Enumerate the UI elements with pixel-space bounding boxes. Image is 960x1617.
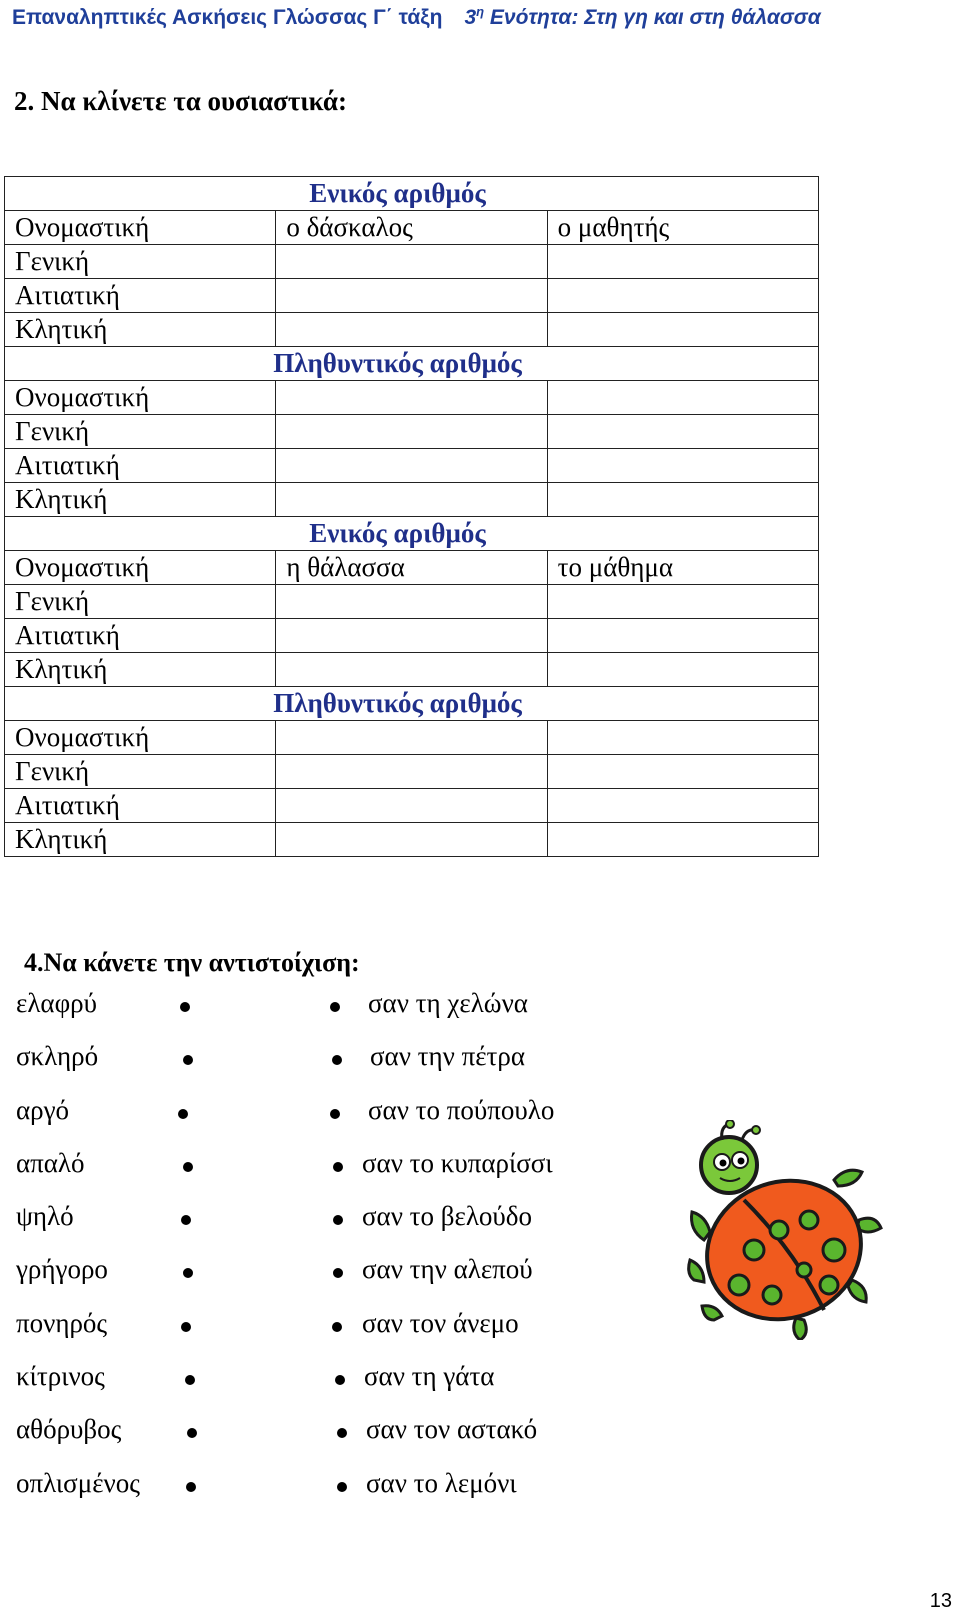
table-row	[5, 823, 819, 857]
match-right-item: σαν τον άνεμο	[362, 1308, 519, 1338]
table-row	[5, 313, 819, 347]
answer-cell: ο μαθητής	[547, 211, 818, 245]
table-row	[5, 381, 819, 415]
number-header	[5, 687, 819, 721]
left-bullet[interactable]	[183, 1268, 193, 1278]
answer-cell[interactable]	[547, 653, 818, 687]
answer-cell[interactable]	[276, 619, 547, 653]
answer-cell: το μάθημα	[547, 551, 818, 585]
match-left-item: γρήγορο	[16, 1254, 108, 1284]
match-right-item: σαν τη χελώνα	[368, 988, 528, 1018]
header-unit: $3^\eta$ Ενότητα: Στη γη και στη θάλασσα	[464, 4, 821, 29]
answer-cell[interactable]	[547, 381, 818, 415]
number-label: Πληθυντικός αριθμός	[273, 688, 522, 718]
match-left-item: ψηλό	[16, 1201, 74, 1231]
answer-cell[interactable]	[547, 483, 818, 517]
case-label: Κλητική	[5, 483, 276, 517]
right-bullet[interactable]	[333, 1215, 343, 1225]
answer-cell[interactable]	[547, 823, 818, 857]
answer-cell[interactable]	[276, 483, 547, 517]
answer-cell[interactable]	[276, 721, 547, 755]
match-row	[0, 1468, 960, 1508]
table-header-row	[5, 517, 819, 551]
table-row	[5, 789, 819, 823]
case-label: Αιτιατική	[5, 449, 276, 483]
match-row	[0, 1041, 960, 1081]
table-header-row	[5, 687, 819, 721]
table-row	[5, 279, 819, 313]
case-label: Γενική	[5, 415, 276, 449]
left-bullet[interactable]	[181, 1215, 191, 1225]
answer-cell[interactable]	[547, 789, 818, 823]
number-label: Ενικός αριθμός	[309, 518, 486, 548]
match-right-item: σαν τη γάτα	[364, 1361, 495, 1391]
table-row	[5, 449, 819, 483]
table-header-row	[5, 347, 819, 381]
table-row	[5, 721, 819, 755]
match-right-item: σαν το βελούδο	[362, 1201, 533, 1231]
answer-cell[interactable]	[276, 415, 547, 449]
answer-cell[interactable]	[276, 789, 547, 823]
answer-cell[interactable]	[276, 585, 547, 619]
match-row	[0, 1361, 960, 1401]
declension-table	[4, 176, 819, 857]
match-left-item: πονηρός	[16, 1308, 108, 1338]
match-left-item: ελαφρύ	[16, 988, 97, 1018]
case-label: Αιτιατική	[5, 279, 276, 313]
answer-cell: ο δάσκαλος	[276, 211, 547, 245]
match-right-item: σαν τον αστακό	[366, 1414, 538, 1444]
table-row	[5, 211, 819, 245]
match-left-item: σκληρό	[16, 1041, 99, 1071]
answer-cell[interactable]	[547, 585, 818, 619]
case-label: Γενική	[5, 755, 276, 789]
right-bullet[interactable]	[337, 1428, 347, 1438]
case-label: Γενική	[5, 585, 276, 619]
table-header-row	[5, 177, 819, 211]
answer-cell: η θάλασσα	[276, 551, 547, 585]
answer-cell[interactable]	[276, 653, 547, 687]
right-bullet[interactable]	[332, 1055, 342, 1065]
table-row	[5, 551, 819, 585]
right-bullet[interactable]	[333, 1162, 343, 1172]
answer-cell[interactable]	[276, 381, 547, 415]
answer-cell[interactable]	[547, 245, 818, 279]
table-row	[5, 585, 819, 619]
answer-cell[interactable]	[276, 313, 547, 347]
right-bullet[interactable]	[330, 1109, 340, 1119]
case-label: Αιτιατική	[5, 789, 276, 823]
answer-cell[interactable]	[276, 245, 547, 279]
case-label: Κλητική	[5, 313, 276, 347]
match-left-item: κίτρινος	[16, 1361, 105, 1391]
table-row	[5, 483, 819, 517]
match-left-item: οπλισμένος	[16, 1468, 140, 1498]
table-row	[5, 245, 819, 279]
table-row	[5, 755, 819, 789]
left-bullet[interactable]	[185, 1375, 195, 1385]
left-bullet[interactable]	[187, 1428, 197, 1438]
page-number: 13	[929, 1590, 952, 1612]
match-left-item: αθόρυβος	[16, 1414, 122, 1444]
right-bullet[interactable]	[337, 1482, 347, 1492]
case-label: Κλητική	[5, 653, 276, 687]
left-bullet[interactable]	[178, 1109, 188, 1119]
right-bullet[interactable]	[335, 1375, 345, 1385]
answer-cell[interactable]	[547, 415, 818, 449]
match-right-item: σαν το κυπαρίσσι	[362, 1148, 553, 1178]
exercise-4-title: 4.Να κάνετε την αντιστοίχιση:	[24, 948, 360, 977]
match-right-item: σαν το πούπουλο	[368, 1095, 555, 1125]
answer-cell[interactable]	[276, 279, 547, 313]
answer-cell[interactable]	[547, 449, 818, 483]
number-header	[5, 177, 819, 211]
match-row	[0, 988, 960, 1028]
case-label: Κλητική	[5, 823, 276, 857]
answer-cell[interactable]	[276, 823, 547, 857]
right-bullet[interactable]	[332, 1322, 342, 1332]
page-header	[12, 4, 821, 30]
number-label: Πληθυντικός αριθμός	[273, 348, 522, 378]
match-right-item: σαν την αλεπού	[362, 1254, 533, 1284]
case-label: Ονομαστική	[5, 211, 276, 245]
table-row	[5, 415, 819, 449]
left-bullet[interactable]	[183, 1055, 193, 1065]
answer-cell[interactable]	[547, 279, 818, 313]
match-row	[0, 1414, 960, 1454]
answer-cell[interactable]	[547, 755, 818, 789]
answer-cell[interactable]	[547, 313, 818, 347]
right-bullet[interactable]	[330, 1002, 340, 1012]
case-label: Ονομαστική	[5, 721, 276, 755]
answer-cell[interactable]	[547, 721, 818, 755]
case-label: Ονομαστική	[5, 551, 276, 585]
case-label: Ονομαστική	[5, 381, 276, 415]
match-right-item: σαν το λεμόνι	[366, 1468, 517, 1498]
case-label: Γενική	[5, 245, 276, 279]
ladybug-illustration	[684, 1120, 884, 1340]
table-row	[5, 619, 819, 653]
left-bullet[interactable]	[181, 1322, 191, 1332]
answer-cell[interactable]	[276, 449, 547, 483]
left-bullet[interactable]	[186, 1482, 196, 1492]
header-title: Επαναληπτικές Ασκήσεις Γλώσσας Γ΄ τάξη	[12, 6, 443, 29]
left-bullet[interactable]	[180, 1002, 190, 1012]
answer-cell[interactable]	[276, 755, 547, 789]
match-left-item: απαλό	[16, 1148, 85, 1178]
table-row	[5, 653, 819, 687]
answer-cell[interactable]	[547, 619, 818, 653]
match-left-item: αργό	[16, 1095, 70, 1125]
match-right-item: σαν την πέτρα	[370, 1041, 526, 1071]
right-bullet[interactable]	[333, 1268, 343, 1278]
number-label: Ενικός αριθμός	[309, 178, 486, 208]
number-header	[5, 517, 819, 551]
number-header	[5, 347, 819, 381]
case-label: Αιτιατική	[5, 619, 276, 653]
left-bullet[interactable]	[183, 1162, 193, 1172]
exercise-2-title: 2. Να κλίνετε τα ουσιαστικά:	[14, 86, 347, 116]
